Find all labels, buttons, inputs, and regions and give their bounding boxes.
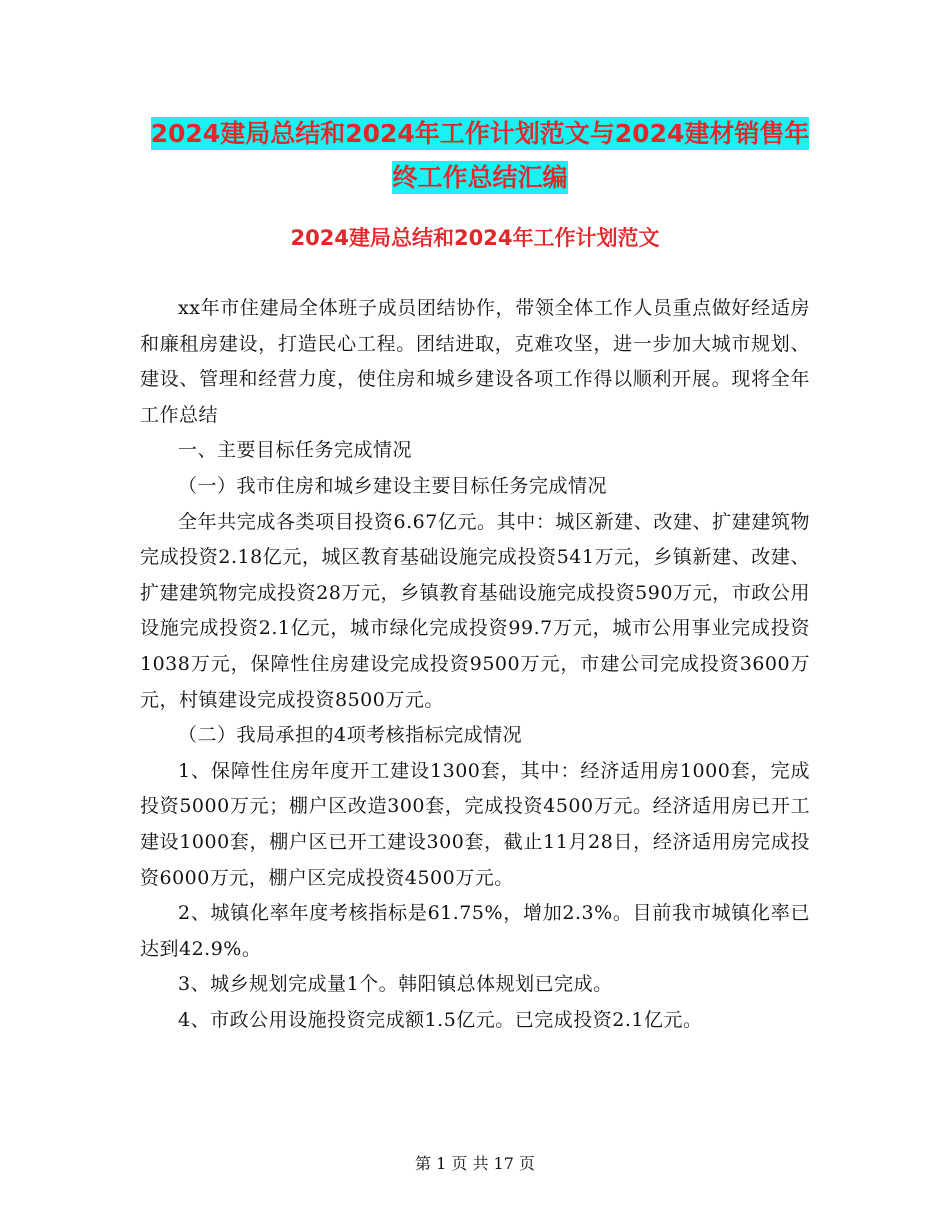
document-body: [140, 291, 810, 1038]
section-title: 2024建局总结和2024年工作计划范文: [290, 226, 660, 250]
page-number-footer: 第 1 页 共 17 页: [415, 1154, 535, 1173]
body-item-2: 2、城镇化率年度考核指标是61.75%，增加2.3%。目前我市城镇化率已达到42.9%。: [140, 902, 810, 960]
body-item-3: 3、城乡规划完成量1个。韩阳镇总体规划已完成。: [178, 973, 613, 996]
body-subheading-1: （一）我市住房和城乡建设主要目标任务完成情况: [178, 474, 608, 497]
body-heading-main-targets: 一、主要目标任务完成情况: [178, 439, 413, 462]
body-item-4: 4、市政公用设施投资完成额1.5亿元。已完成投资2.1亿元。: [178, 1008, 703, 1031]
body-paragraph-intro: xx年市住建局全体班子成员团结协作，带领全体工作人员重点做好经适房和廉租房建设，打造民心工程。团结进取，克难攻坚，进一步加大城市规划、建设、管理和经营力度，使住房和城乡建设各项工作得以顺利开展。现将全年工作总结: [140, 297, 810, 426]
body-item-1: 1、保障性住房年度开工建设1300套，其中：经济适用房1000套，完成投资5000万元；棚户区改造300套，完成投资4500万元。经济适用房已开工建设1000套，棚户区已开工建设300套，截止11月28日，经济适用房完成投资6000万元，棚户区完成投资4500万元。: [140, 759, 810, 889]
document-main-title: [140, 112, 820, 200]
main-title-highlight: 2024建局总结和2024年工作计划范文与2024建材销售年终工作总结汇编: [150, 119, 810, 192]
body-subheading-2: （二）我局承担的4项考核指标完成情况: [178, 724, 523, 747]
body-paragraph-investment: 全年共完成各类项目投资6.67亿元。其中：城区新建、改建、扩建建筑物完成投资2.18亿元，城区教育基础设施完成投资541万元，乡镇新建、改建、扩建建筑物完成投资28万元，乡镇教育基础设施完成投资590万元，市政公用设施完成投资2.1亿元，城市绿化完成投资99.7万元，城市公用事业完成投资1038万元，保障性住房建设完成投资9500万元，市建公司完成投资3600万元，村镇建设完成投资8500万元。: [140, 510, 810, 711]
